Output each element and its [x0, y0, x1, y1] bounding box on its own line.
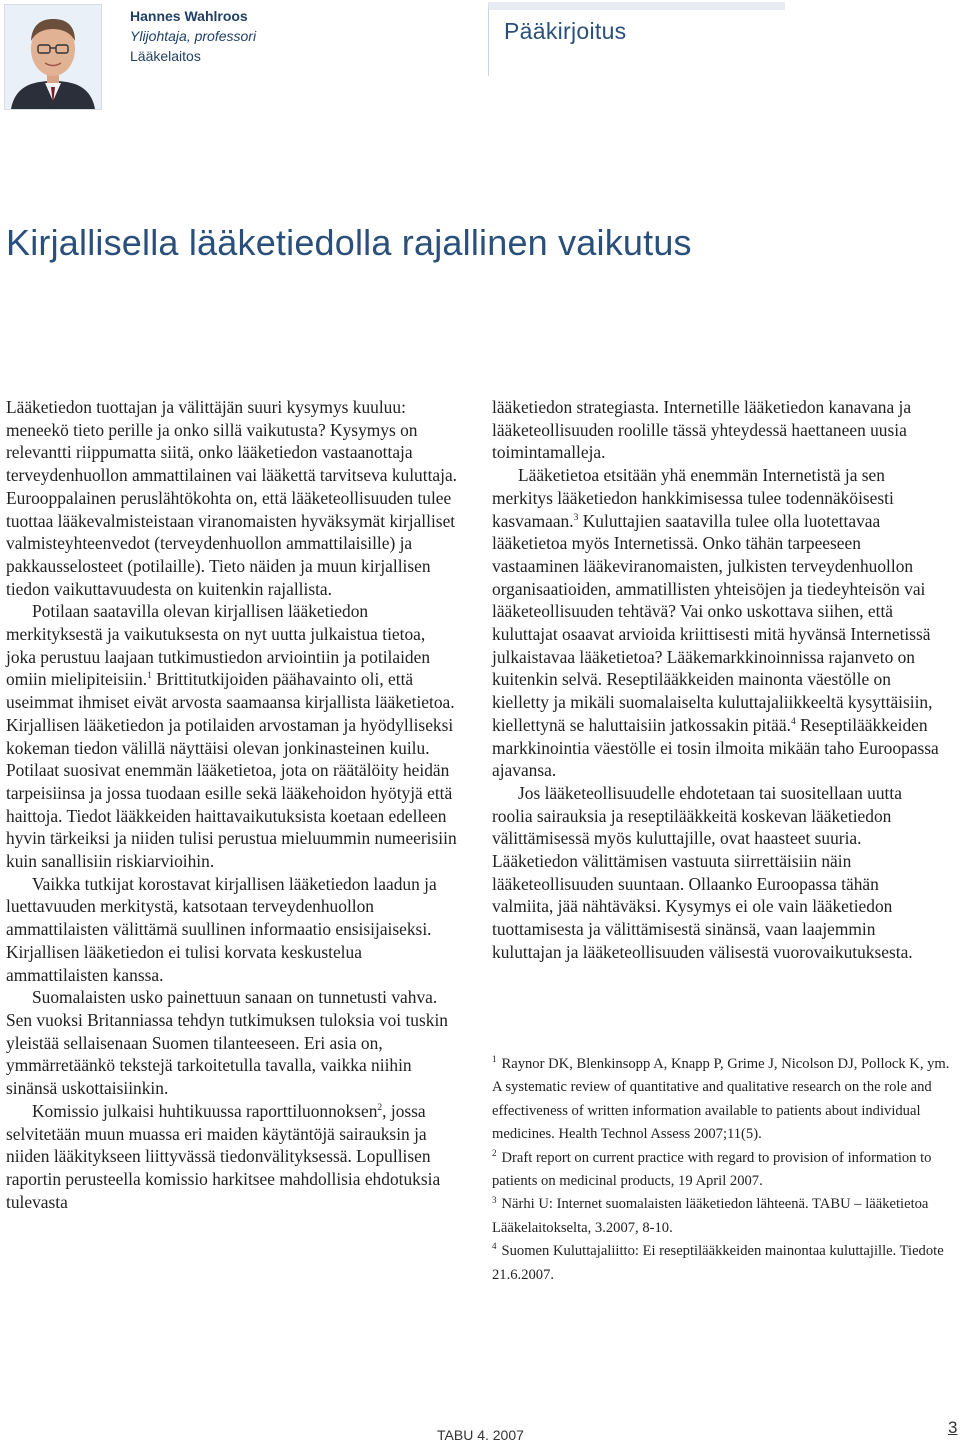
paragraph-text: Potilaan saatavilla olevan kirjallisen lääketiedon merkityksestä ja vaikutuksesta on nyt uutta julkaistua tietoa, joka perustuu laajaan tutkimustiedon arviointiin ja potilaiden omiin mielipiteisiin. [6, 601, 431, 690]
portrait-photo-icon [5, 5, 101, 109]
paragraph-text: Komissio julkaisi huhtikuussa raporttiluonnoksen [32, 1100, 378, 1121]
footnote-number: 3 [492, 1194, 497, 1205]
author-info [130, 6, 256, 66]
paragraph-text: Kuluttajien saatavilla tulee olla luotettavaa lääketietoa myös Internetissä. Onko tähän tarpeeseen vastaaminen lääkeviranomaisten, julkisten terveydenhuollon organisaatioiden, ammatillisten yhteisöjen ja tiedeyhteisön vai lääketeollisuuden tehtävä? Vai onko uskottava siihen, että kuluttajat osaavat arvioida kriittisesti mitä hyvänsä Internetissä julkaistavaa lääketietoa? Lääkemarkkinoinnissa rajanveto on kuitenkin selvä. Reseptilääkkeiden mainonta väestölle on kielletty ja mikäli suomalaiselta kuluttajaliikkeeltä kysyttäisiin, kiellettynä se haluttaisiin jatkossakin pitää. [492, 510, 933, 735]
footnote [492, 1147, 952, 1194]
article-headline: Kirjallisella lääketiedolla rajallinen vaikutus [6, 222, 692, 263]
footnote-text: Närhi U: Internet suomalaisten lääketiedon lähteenä. TABU – lääketietoa Lääkelaitokselta, 3.2007, 8-10. [492, 1196, 929, 1236]
footnote-text: Raynor DK, Blenkinsopp A, Knapp P, Grime J, Nicolson DJ, Pollock K, ym. A systematic review of quantitative and qualitative research on the role and effectiveness of written information available to patients about individual medicines. Health Technol Assess 2007;11(5). [492, 1056, 950, 1143]
page-number: 3 [948, 1418, 958, 1437]
left-column [6, 396, 458, 1213]
footnote-ref: 1 [147, 670, 152, 682]
footnote [492, 1193, 952, 1240]
footnotes [492, 1053, 952, 1287]
footnote [492, 1240, 952, 1287]
paragraph-text: Lääketietoa etsitään yhä enemmän Internetistä ja sen merkitys lääketiedon hankkimisessa tulee todennäköisesti kasvamaan. [492, 465, 894, 531]
paragraph: Lääketiedon tuottajan ja välittäjän suuri kysymys kuuluu: meneekö tieto perille ja onko sillä vaikutusta? Kysymys on relevantti riippumatta siitä, onko lääketiedon vastaanottaja terveydenhuollon ammattilainen vai lääkettä tarvitseva kuluttaja. Eurooppalainen peruslähtökohta on, että lääketeollisuuden tulee tuottaa lääkevalmisteistaan viranomaisten hyväksymät kirjalliset valmisteyhteenvedot (terveydenhuollon ammattilaisille) ja pakkausselosteet (potilaille). Tieto näiden ja muun kirjallisen tiedon vaikuttavuudesta on kuitenkin rajallista. [6, 397, 458, 599]
right-column [492, 396, 944, 964]
paragraph: lääketiedon strategiasta. Internetille lääketiedon kanavana ja lääketeollisuuden roolille tässä yhteydessä haettaneen uusia toimintamalleja. [492, 397, 912, 463]
paragraph: Vaikka tutkijat korostavat kirjallisen lääketiedon laadun ja luettavuuden merkitystä, katsotaan terveydenhuollon ammattilaisten välittämä suullinen informaatio ensisijaiseksi. Kirjallisen lääketiedon ei tulisi korvata keskustelua ammattilaisten kanssa. [6, 873, 437, 985]
paragraph [492, 464, 944, 782]
author-organization: Lääkelaitos [130, 48, 201, 64]
paragraph-text: Brittitutkijoiden päähavainto oli, että useimmat ihmiset eivät arvosta saamaansa kirjallista lääketietoa. Kirjallisen lääketiedon ja potilaiden arvostaman ja hyödylliseksi kokeman tiedon välillä näyttäisi olevan jonkinasteinen kuilu. Potilaat suosivat enemmän lääketietoa, jota on räätälöity heidän tarpeisiinsa ja jossa tuodaan esille sekä lääkehoidon hyötyjä että haittoja. Tiedot lääkkeiden haittavaikutuksista koetaan edelleen hyvin tärkeiksi ja niiden tulisi perustua mieluummin numeerisiin kuin sanallisiin riskiarvioihin. [6, 669, 457, 872]
footnote-ref: 4 [790, 716, 796, 728]
paragraph-text: Reseptilääkkeiden markkinointia väestölle ei tosin ilmoita mikään taho Euroopassa ajavansa. [492, 714, 939, 781]
section-label: Pääkirjoitus [504, 18, 627, 44]
author-title: Ylijohtaja, professori [130, 28, 257, 44]
footnote-text: Draft report on current practice with regard to provision of information to patients on medicinal products, 19 April 2007. [492, 1149, 932, 1190]
author-photo [4, 4, 102, 110]
footnote-number: 4 [492, 1241, 497, 1252]
paragraph: Jos lääketeollisuudelle ehdotetaan tai suositellaan uutta roolia sairauksia ja reseptilääkkeitä koskevan lääketiedon välittämisessä myös kuluttajille, ovat haasteet suuria. Lääketiedon välittämisen vastuuta siirrettäisiin näin lääketeollisuuden suuntaan. Ollaanko Euroopassa tähän valmiita, jää nähtäväksi. Kysymys ei ole vain lääketiedon tuottamisesta ja välittämisestä sinänsä, vaan laajemmin kuluttajan ja lääketeollisuuden välisestä vuorovaikutuksesta. [492, 782, 913, 962]
paragraph [6, 600, 458, 872]
magazine-issue: TABU 4. 2007 [437, 1427, 524, 1443]
footnote-text: Suomen Kuluttajaliitto: Ei reseptilääkkeiden mainontaa kuluttajille. Tiedote 21.6.2007. [492, 1243, 944, 1283]
paragraph-text: , jossa selvitetään muun muassa eri maiden käytäntöjä sairauksin ja niiden lääkitykseen liittyvässä tiedonvälityksessä. Lopullisen raportin perusteella komissio harkitsee mahdollisia ehdotuksia tulevasta [6, 1100, 441, 1212]
footnote-ref: 3 [573, 511, 579, 523]
paragraph: Suomalaisten usko painettuun sanaan on tunnetusti vahva. Sen vuoksi Britanniassa tehdyn tutkimuksen tuloksia voi tuskin yleistää sellaisenaan Suomen tilanteeseen. Eri asia on, ymmärretäänkö tekstejä tarkoitetulla tavalla, vaikka niihin sinänsä uskottaisiinkin. [6, 987, 448, 1099]
footnote-number: 2 [492, 1147, 497, 1158]
footnote-ref: 2 [377, 1102, 383, 1113]
footnote [492, 1053, 952, 1147]
author-name: Hannes Wahlroos [130, 8, 248, 24]
footnote-number: 1 [492, 1054, 497, 1065]
paragraph [6, 1100, 458, 1214]
